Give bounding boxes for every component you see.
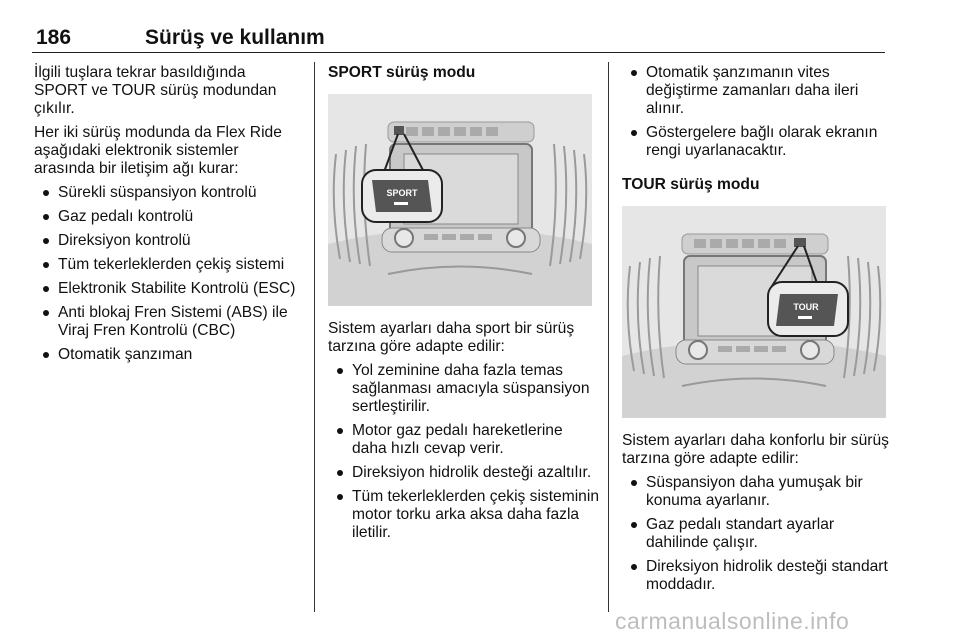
tour-effects-list — [622, 474, 890, 594]
watermark: carmanualsonline.info — [615, 608, 850, 634]
column-2 — [328, 64, 600, 548]
list-item: Yol zeminine daha fazla temas sağlanması amacıyla süspansiyon sertleştirilir. — [328, 362, 600, 416]
column-1 — [34, 64, 302, 370]
sport-effects-list — [328, 362, 600, 542]
list-item: Elektronik Stabilite Kontrolü (ESC) — [34, 280, 302, 298]
list-item: Göstergelere bağlı olarak ekranın rengi uyarlanacaktır. — [622, 124, 890, 160]
list-item: Direksiyon hidrolik desteği azaltılır. — [328, 464, 600, 482]
paragraph-exit-modes: İlgili tuşlara tekrar basıldığında SPORT ve TOUR sürüş modundan çıkılır. — [34, 64, 277, 117]
list-item: Gaz pedalı standart ayarlar dahilinde çalışır. — [622, 516, 890, 552]
paragraph-tour-settings: Sistem ayarları daha konforlu bir sürüş tarzına göre adapte edilir: — [622, 432, 889, 467]
list-item: Gaz pedalı kontrolü — [34, 208, 302, 226]
list-item: Direksiyon hidrolik desteği standart moddadır. — [622, 558, 890, 594]
list-item: Direksiyon kontrolü — [34, 232, 302, 250]
list-item: Süspansiyon daha yumuşak bir konuma ayarlanır. — [622, 474, 890, 510]
page-header — [32, 26, 885, 53]
list-item: Otomatik şanzıman — [34, 346, 302, 364]
chapter-title: Sürüş ve kullanım — [145, 26, 325, 49]
list-item: Motor gaz pedalı hareketlerine daha hızlı cevap verir. — [328, 422, 600, 458]
column-3 — [622, 64, 890, 600]
systems-list — [34, 184, 302, 364]
tour-mode-heading: TOUR sürüş modu — [622, 176, 760, 193]
list-item: Anti blokaj Fren Sistemi (ABS) ile Viraj Fren Kontrolü (CBC) — [34, 304, 302, 340]
paragraph-flex-ride: Her iki sürüş modunda da Flex Ride aşağıdaki elektronik sistemler arasında bir iletişim ağı kurar: — [34, 124, 282, 177]
tour-button-label: TOUR — [793, 302, 819, 312]
sport-effects-list-continued — [622, 64, 890, 160]
page-number: 186 — [36, 26, 72, 49]
list-item: Otomatik şanzımanın vites değiştirme zamanları daha ileri alınır. — [622, 64, 890, 118]
sport-button-label: SPORT — [386, 188, 418, 198]
tour-mode-illustration — [622, 206, 886, 418]
paragraph-sport-settings: Sistem ayarları daha sport bir sürüş tarzına göre adapte edilir: — [328, 320, 575, 355]
sport-mode-illustration — [328, 94, 592, 306]
list-item: Tüm tekerleklerden çekiş sisteminin motor torku arka aksa daha fazla iletilir. — [328, 488, 600, 542]
list-item: Sürekli süspansiyon kontrolü — [34, 184, 302, 202]
column-divider-2 — [608, 62, 609, 612]
list-item: Tüm tekerleklerden çekiş sistemi — [34, 256, 302, 274]
sport-mode-heading: SPORT sürüş modu — [328, 64, 476, 81]
column-divider-1 — [314, 62, 315, 612]
